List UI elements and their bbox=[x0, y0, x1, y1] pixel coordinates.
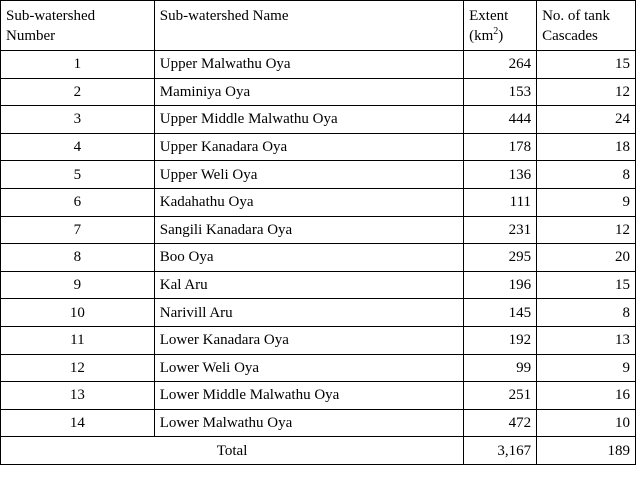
cell-extent: 178 bbox=[464, 133, 537, 161]
cell-extent: 111 bbox=[464, 188, 537, 216]
cell-name: Lower Weli Oya bbox=[154, 354, 463, 382]
header-name: Sub-watershed Name bbox=[154, 1, 463, 51]
cell-name: Upper Kanadara Oya bbox=[154, 133, 463, 161]
cell-cascades: 10 bbox=[537, 409, 636, 437]
total-cascades: 189 bbox=[537, 437, 636, 465]
cell-extent: 153 bbox=[464, 78, 537, 106]
cell-cascades: 15 bbox=[537, 271, 636, 299]
cell-name: Lower Kanadara Oya bbox=[154, 326, 463, 354]
cell-name: Upper Middle Malwathu Oya bbox=[154, 106, 463, 134]
table-row bbox=[1, 326, 636, 354]
table-row bbox=[1, 78, 636, 106]
cell-name: Lower Malwathu Oya bbox=[154, 409, 463, 437]
cell-extent: 196 bbox=[464, 271, 537, 299]
cell-extent: 145 bbox=[464, 299, 537, 327]
cell-number: 8 bbox=[1, 244, 155, 272]
header-number-line1: Sub-watershed bbox=[6, 8, 96, 24]
cell-cascades: 12 bbox=[537, 78, 636, 106]
cell-extent: 136 bbox=[464, 161, 537, 189]
table-row bbox=[1, 382, 636, 410]
cell-extent: 295 bbox=[464, 244, 537, 272]
cell-cascades: 20 bbox=[537, 244, 636, 272]
cell-name: Upper Malwathu Oya bbox=[154, 51, 463, 79]
cell-number: 13 bbox=[1, 382, 155, 410]
cell-number: 11 bbox=[1, 326, 155, 354]
header-extent-line1: Extent bbox=[469, 8, 509, 24]
cell-name: Boo Oya bbox=[154, 244, 463, 272]
cell-number: 6 bbox=[1, 188, 155, 216]
header-number-line2: Number bbox=[6, 28, 56, 44]
cell-cascades: 24 bbox=[537, 106, 636, 134]
cell-name: Kal Aru bbox=[154, 271, 463, 299]
cell-cascades: 9 bbox=[537, 354, 636, 382]
table-row bbox=[1, 216, 636, 244]
header-extent-unit: (km bbox=[469, 28, 494, 44]
cell-number: 2 bbox=[1, 78, 155, 106]
header-row bbox=[1, 1, 636, 51]
header-cascades-line2: Cascades bbox=[542, 28, 598, 44]
cell-extent: 192 bbox=[464, 326, 537, 354]
cell-name: Kadahathu Oya bbox=[154, 188, 463, 216]
cell-cascades: 8 bbox=[537, 299, 636, 327]
table-row bbox=[1, 299, 636, 327]
cell-number: 4 bbox=[1, 133, 155, 161]
cell-extent: 472 bbox=[464, 409, 537, 437]
header-extent-exponent: 2 bbox=[493, 26, 499, 37]
cell-number: 3 bbox=[1, 106, 155, 134]
cell-name: Narivill Aru bbox=[154, 299, 463, 327]
cell-number: 14 bbox=[1, 409, 155, 437]
cell-number: 7 bbox=[1, 216, 155, 244]
cell-extent: 251 bbox=[464, 382, 537, 410]
cell-extent: 264 bbox=[464, 51, 537, 79]
table-row bbox=[1, 271, 636, 299]
header-cascades-line1: No. of tank bbox=[542, 8, 610, 24]
table-row bbox=[1, 161, 636, 189]
header-extent-unit-close: ) bbox=[498, 28, 504, 44]
cell-extent: 99 bbox=[464, 354, 537, 382]
table-body bbox=[1, 51, 636, 437]
cell-number: 10 bbox=[1, 299, 155, 327]
cell-name: Maminiya Oya bbox=[154, 78, 463, 106]
table-row bbox=[1, 409, 636, 437]
table-footer bbox=[1, 437, 636, 465]
header-cascades bbox=[537, 1, 636, 51]
cell-number: 12 bbox=[1, 354, 155, 382]
cell-cascades: 15 bbox=[537, 51, 636, 79]
cell-number: 5 bbox=[1, 161, 155, 189]
table-row bbox=[1, 106, 636, 134]
cell-cascades: 12 bbox=[537, 216, 636, 244]
total-extent: 3,167 bbox=[464, 437, 537, 465]
table-row bbox=[1, 354, 636, 382]
cell-number: 9 bbox=[1, 271, 155, 299]
cell-extent: 231 bbox=[464, 216, 537, 244]
table-row bbox=[1, 51, 636, 79]
total-row bbox=[1, 437, 636, 465]
table-row bbox=[1, 133, 636, 161]
cell-cascades: 18 bbox=[537, 133, 636, 161]
cell-number: 1 bbox=[1, 51, 155, 79]
header-extent bbox=[464, 1, 537, 51]
total-label: Total bbox=[1, 437, 464, 465]
table-row bbox=[1, 188, 636, 216]
table-header bbox=[1, 1, 636, 51]
cell-cascades: 13 bbox=[537, 326, 636, 354]
cell-cascades: 16 bbox=[537, 382, 636, 410]
cell-name: Upper Weli Oya bbox=[154, 161, 463, 189]
cell-cascades: 9 bbox=[537, 188, 636, 216]
table-row bbox=[1, 244, 636, 272]
cell-name: Sangili Kanadara Oya bbox=[154, 216, 463, 244]
header-number bbox=[1, 1, 155, 51]
cell-name: Lower Middle Malwathu Oya bbox=[154, 382, 463, 410]
cell-cascades: 8 bbox=[537, 161, 636, 189]
cell-extent: 444 bbox=[464, 106, 537, 134]
